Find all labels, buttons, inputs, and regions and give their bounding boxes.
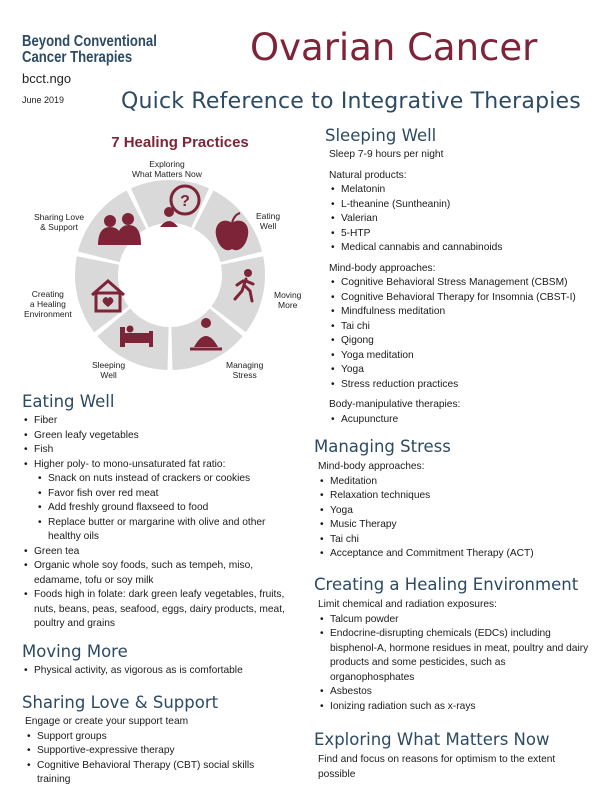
list-item: • Physical activity, as vigorous as is comfortable xyxy=(22,664,292,679)
list-item: • Tai chi xyxy=(318,533,593,548)
list-item: • Yoga xyxy=(329,363,594,378)
moving-more-section xyxy=(22,664,292,679)
svg-text:?: ? xyxy=(180,193,190,210)
label-environment: Creating a Healing Environment xyxy=(24,289,72,319)
list-item: • Fish xyxy=(22,443,292,458)
exploring-section xyxy=(318,753,588,782)
list-item: • Supportive-expressive therapy xyxy=(25,744,290,759)
org-name-line2: Cancer Therapies xyxy=(22,49,133,66)
list-item: • Mindfulness meditation xyxy=(329,305,594,320)
list-item: • Cognitive Behavioral Therapy (CBT) social skills training xyxy=(25,759,290,788)
section-title-exploring: Exploring What Matters Now xyxy=(314,730,550,749)
publish-date: June 2019 xyxy=(22,95,65,105)
list-item: • Talcum powder xyxy=(318,613,590,628)
sleeping-well-section xyxy=(329,148,594,427)
environment-intro: Limit chemical and radiation exposures: xyxy=(318,599,497,610)
list-item: • Relaxation techniques xyxy=(318,489,593,504)
list-item: • Acceptance and Commitment Therapy (ACT) xyxy=(318,547,593,562)
page-subtitle: Quick Reference to Integrative Therapies xyxy=(121,89,581,114)
wheel-graphic xyxy=(20,155,310,385)
page-title: Ovarian Cancer xyxy=(250,26,538,69)
list-item: • Cognitive Behavioral Therapy for Insomnia (CBST-I) xyxy=(329,291,594,306)
list-item: • Higher poly- to mono-unsaturated fat ratio: xyxy=(22,458,292,473)
list-item: • Medical cannabis and cannabinoids xyxy=(329,241,594,256)
sleeping-intro: Sleep 7-9 hours per night xyxy=(329,149,444,160)
label-moving: Moving More xyxy=(274,290,302,310)
sub-list-item: • Add freshly ground flaxseed to food xyxy=(22,501,292,516)
mind-body-heading: Mind-body approaches: xyxy=(329,262,436,274)
managing-stress-section xyxy=(318,460,593,562)
org-name xyxy=(22,34,157,66)
list-item: • Asbestos xyxy=(318,685,590,700)
label-sharing: Sharing Love & Support xyxy=(34,212,85,232)
label-sleeping: Sleeping Well xyxy=(92,360,126,380)
section-title-moving-more: Moving More xyxy=(22,642,128,661)
section-title-sleeping-well: Sleeping Well xyxy=(325,126,437,145)
sharing-section xyxy=(25,715,290,788)
stress-heading: Mind-body approaches: xyxy=(318,461,425,472)
section-title-eating-well: Eating Well xyxy=(22,392,115,411)
list-item: • 5-HTP xyxy=(329,227,594,242)
list-item: • Qigong xyxy=(329,334,594,349)
list-item: • Endocrine-disrupting chemicals (EDCs) including bisphenol-A, hormone residues in meat, poultry and dairy products and some pesticides, such as organophosphates xyxy=(318,627,590,685)
list-item: • Valerian xyxy=(329,212,594,227)
exploring-text: Find and focus on reasons for optimism to the extent possible xyxy=(318,754,556,780)
sub-list-item: • Favor fish over red meat xyxy=(22,487,292,502)
list-item: • Green leafy vegetables xyxy=(22,429,292,444)
list-item: • Organic whole soy foods, such as tempeh, miso, edamame, tofu or soy milk xyxy=(22,559,292,588)
environment-section xyxy=(318,598,590,714)
section-title-managing-stress: Managing Stress xyxy=(314,437,451,456)
eating-well-section xyxy=(22,414,292,632)
list-item: • Acupuncture xyxy=(329,413,594,428)
practices-title: 7 Healing Practices xyxy=(111,134,249,151)
list-item: • L-theanine (Suntheanin) xyxy=(329,198,594,213)
body-manipulative-heading: Body-manipulative therapies: xyxy=(329,399,461,410)
org-url: bcct.ngo xyxy=(22,71,72,86)
list-item: • Meditation xyxy=(318,475,593,490)
list-item: • Cognitive Behavioral Stress Management (CBSM) xyxy=(329,276,594,291)
list-item: • Fiber xyxy=(22,414,292,429)
healing-practices-wheel xyxy=(20,155,310,385)
sub-list-item: • Snack on nuts instead of crackers or cookies xyxy=(22,472,292,487)
list-item: • Music Therapy xyxy=(318,518,593,533)
list-item: • Green tea xyxy=(22,545,292,560)
list-item: • Ionizing radiation such as x-rays xyxy=(318,700,590,715)
list-item: • Foods high in folate: dark green leafy vegetables, fruits, nuts, beans, peas, seafood, eggs, dairy products, meat, poultry and grains xyxy=(22,588,292,632)
list-item: • Tai chi xyxy=(329,320,594,335)
section-title-environment: Creating a Healing Environment xyxy=(314,575,579,594)
sub-list-item: • Replace butter or margarine with olive and other healthy oils xyxy=(22,516,292,545)
section-title-sharing: Sharing Love & Support xyxy=(22,693,219,712)
list-item: • Yoga meditation xyxy=(329,349,594,364)
label-exploring: Exploring What Matters Now xyxy=(132,159,202,179)
list-item: • Yoga xyxy=(318,504,593,519)
org-name-line1: Beyond Conventional xyxy=(22,33,157,50)
list-item: • Support groups xyxy=(25,730,290,745)
natural-products-heading: Natural products: xyxy=(329,169,407,181)
label-eating: Eating Well xyxy=(256,211,281,231)
list-item: • Stress reduction practices xyxy=(329,378,594,393)
sharing-intro: Engage or create your support team xyxy=(25,716,189,727)
list-item: • Melatonin xyxy=(329,183,594,198)
label-stress: Managing Stress xyxy=(226,360,264,380)
